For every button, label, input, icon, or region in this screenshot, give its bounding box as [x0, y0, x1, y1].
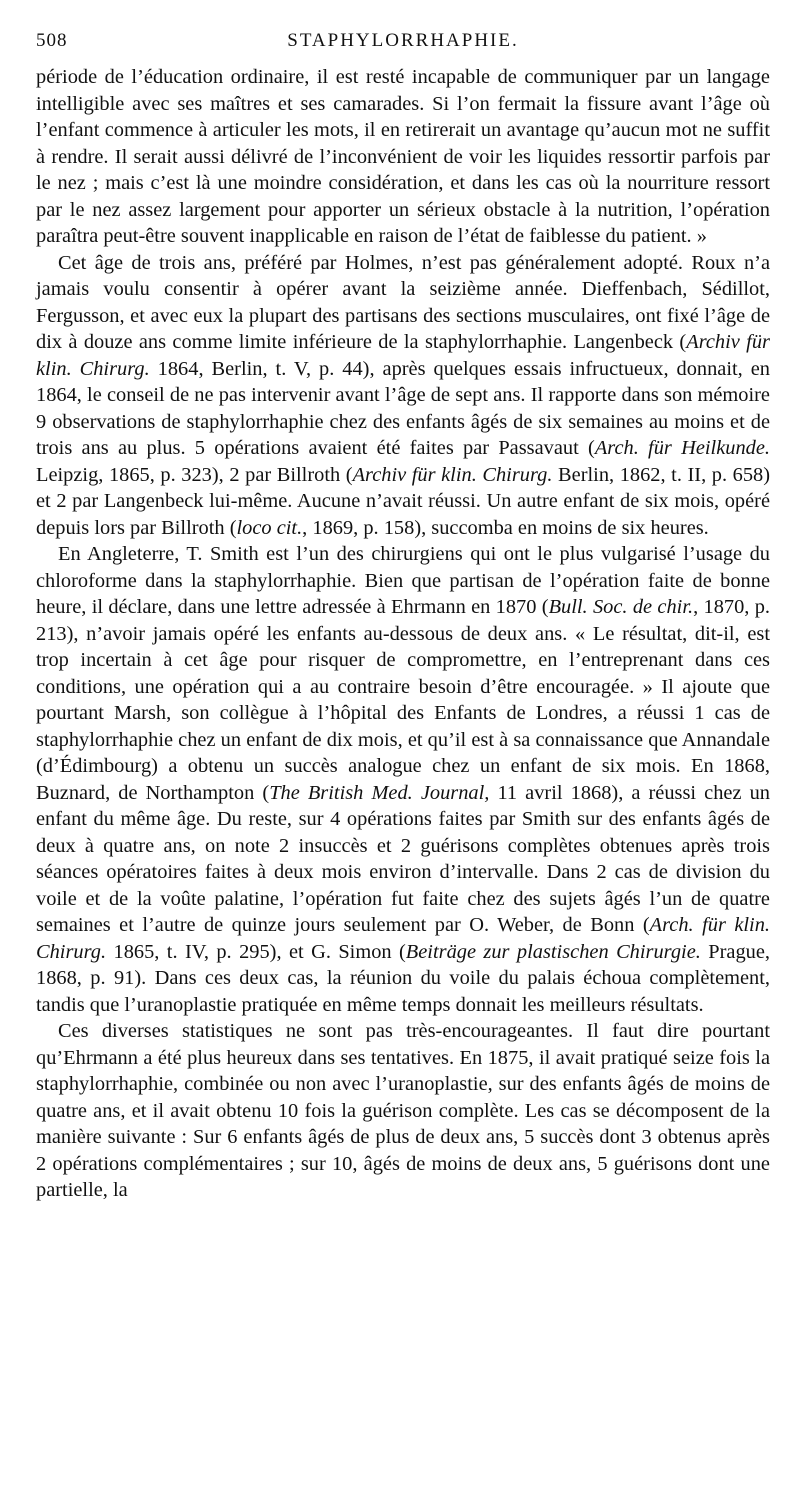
paragraph-text: période de l’éducation ordinaire, il est resté incapable de communiquer par un langage intelligible avec ses maîtres et ses camarades. Si l’on fermait la fissure avant l’âge où l’enfant commence à articuler les mots, il en retirerait un avantage qu’aucun mot ne suffit à rendre. Il serait aussi délivré de l’inconvénient de voir les liquides ressortir parfois par le nez ; mais c’est là une moindre considération, et dans les cas où la nourriture ressort par le nez assez largement pour apporter un sérieux obstacle à la nutrition, l’opération paraîtra peut-être souvent inapplicable en raison de l’état de faiblesse du patient. » [36, 66, 770, 247]
paragraph [36, 250, 770, 542]
paragraph-text: 1864, Berlin, t. V, p. 44), après quelques essais infructueux, donnait, en 1864, le conseil de ne pas intervenir avant l’âge de sept ans. Il rapporte dans son mémoire 9 observations de staphylorrhaphie chez des enfants âgés de six semaines au moins et de trois ans au plus. 5 opérations avaient été faites par Passavaut ( [36, 357, 770, 459]
citation-text: loco cit. [236, 516, 303, 539]
citation-text: Archiv für klin. Chirurg. [36, 331, 770, 380]
paragraph-text: , 1870, p. 213), n’avoir jamais opéré les enfants au-dessous de deux ans. « Le résultat, dit-il, est trop incertain à cet âge pour risquer de compromettre, en l’entreprenant dans ces conditions, une opération qui a au contraire besoin d’être encouragée. » Il ajoute que pourtant Marsh, son collègue à l’hôpital des Enfants de Londres, a réussi 1 cas de staphylorrhaphie chez un enfant de dix mois, et qu’il est à sa connaissance que Annandale (d’Édimbourg) a obtenu un succès analogue chez un enfant de six mois. En 1868, Buznard, de Northampton ( [36, 596, 771, 804]
citation-text: Beiträge zur plastischen Chirurgie. [405, 940, 701, 963]
paragraph [36, 541, 770, 1018]
citation-text: Bull. Soc. de chir. [548, 596, 694, 618]
paragraph-text: En Angleterre, T. Smith est l’un des chirurgiens qui ont le plus vulgarisé l’usage du chloroforme dans la staphylorrhaphie. Bien que partisan de l’opération faite de bonne heure, il déclare, dans une lettre adressée à Ehrmann en 1870 ( [36, 543, 770, 618]
body-text [36, 64, 770, 1204]
citation-text: Arch. für Heilkunde. [594, 437, 770, 459]
paragraph-text: Berlin, 1862, t. II, p. 658) et 2 par Langenbeck lui-même. Aucune n’avait réussi. Un autre enfant de six mois, opéré depuis lors par Billroth ( [36, 463, 771, 539]
paragraph-text: Ces diverses statistiques ne sont pas très-encourageantes. Il faut dire pourtant qu’Ehrmann a été plus heureux dans ses tentatives. En 1875, il avait pratiqué seize fois la staphylorrhaphie, combinée ou non avec l’uranoplastie, sur des enfants âgés de moins de quatre ans, et il avait obtenu 10 fois la guérison complète. Les cas se décomposent de la manière suivante : Sur 6 enfants âgés de plus de deux ans, 5 succès dont 3 obtenus après 2 opérations complémentaires ; sur 10, âgés de moins de deux ans, 5 guérisons dont une partielle, la [36, 1020, 770, 1201]
page-header [36, 30, 770, 64]
paragraph [36, 1018, 770, 1204]
paragraph-text: Prague, 1868, p. 91). Dans ces deux cas, la réunion du voile du palais échoua complètement, tandis que l’uranoplastie pratiquée en même temps donnait les meilleurs résultats. [36, 940, 770, 1016]
paragraph-text: 11 avril 1868), a réussi chez un enfant du même âge. Du reste, sur 4 opérations faites par Smith sur des enfants âgés de deux à quatre ans, on note 2 insuccès et 2 guérisons complètes obtenues après trois séances opératoires faites à deux mois environ d’intervalle. Dans 2 cas de division du voile et de la voûte palatine, l’opération fut faite chez des sujets âgés l’un de quatre semaines et l’autre de quinze jours seulement par O. Weber, de Bonn ( [36, 781, 770, 936]
paragraph-text: 1865, t. IV, p. 295), et G. Simon ( [106, 940, 406, 963]
running-head: STAPHYLORRHAPHIE. [287, 30, 519, 51]
citation-text: The British Med. Journal, [269, 781, 490, 804]
document-page [36, 30, 770, 1204]
citation-text: Archiv für klin. Chirurg. [352, 463, 553, 486]
citation-text: Arch. für klin. Chirurg. [36, 914, 770, 963]
page-number: 508 [36, 30, 68, 51]
paragraph [36, 64, 770, 250]
paragraph-text: Leipzig, 1865, p. 323), 2 par Billroth ( [36, 463, 353, 486]
paragraph-text: , 1869, p. 158), succomba en moins de six heures. [302, 516, 709, 539]
paragraph-text: Cet âge de trois ans, préféré par Holmes, n’est pas généralement adopté. Roux n’a jamais voulu consentir à opérer avant la seizième année. Dieffenbach, Sédillot, Fergusson, et avec eux la plupart des partisans des sections musculaires, ont fixé l’âge de dix à douze ans comme limite inférieure de la staphylorrhaphie. Langenbeck ( [36, 251, 770, 353]
